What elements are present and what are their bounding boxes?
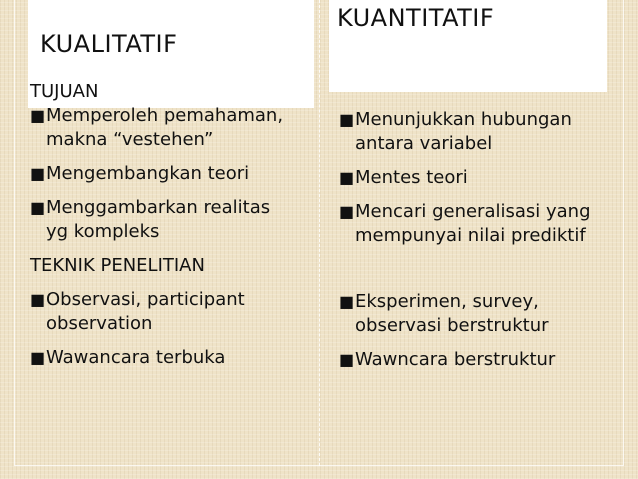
column-divider: [319, 0, 320, 466]
item-line: observasi berstruktur: [355, 315, 549, 336]
bullet-icon: ■: [339, 168, 355, 187]
bullet-icon: ■: [30, 106, 46, 125]
left-section-tujuan-title: TUJUAN: [30, 81, 99, 102]
left-list-item: [30, 162, 314, 186]
left-list-item: [30, 346, 314, 370]
bullet-icon: ■: [30, 198, 46, 217]
left-section-teknik-title: TEKNIK PENELITIAN: [30, 255, 205, 276]
left-list-item: [30, 288, 314, 336]
left-list-item: [30, 104, 314, 152]
bullet-icon: ■: [30, 348, 46, 367]
item-line: Mentes teori: [355, 167, 468, 188]
item-line: Eksperimen, survey,: [355, 291, 539, 312]
bullet-icon: ■: [339, 110, 355, 129]
item-line: Mencari generalisasi yang: [355, 201, 591, 222]
item-line: Observasi, participant: [46, 289, 245, 310]
item-line: Wawancara terbuka: [46, 347, 226, 368]
item-line: Menggambarkan realitas: [46, 197, 271, 218]
item-line: Wawncara berstruktur: [355, 349, 556, 370]
right-list-item: [339, 290, 619, 338]
item-line: mempunyai nilai prediktif: [355, 225, 586, 246]
left-column-title: KUALITATIF: [40, 30, 178, 58]
item-line: yg kompleks: [46, 221, 160, 242]
right-column-title: KUANTITATIF: [337, 4, 495, 32]
item-line: makna “vestehen”: [46, 129, 214, 150]
bullet-icon: ■: [339, 202, 355, 221]
item-line: observation: [46, 313, 153, 334]
right-list-item: [339, 166, 619, 190]
item-line: Mengembangkan teori: [46, 163, 250, 184]
right-list-item: [339, 348, 619, 372]
bullet-icon: ■: [30, 290, 46, 309]
bullet-icon: ■: [339, 292, 355, 311]
bullet-icon: ■: [339, 350, 355, 369]
item-line: antara variabel: [355, 133, 493, 154]
right-list-item: [339, 200, 619, 248]
item-line: Memperoleh pemahaman,: [46, 105, 284, 126]
right-list-item: [339, 108, 619, 156]
bullet-icon: ■: [30, 164, 46, 183]
left-list-item: [30, 196, 314, 244]
left-column: [30, 80, 314, 370]
right-column: [339, 108, 619, 372]
item-line: Menunjukkan hubungan: [355, 109, 572, 130]
